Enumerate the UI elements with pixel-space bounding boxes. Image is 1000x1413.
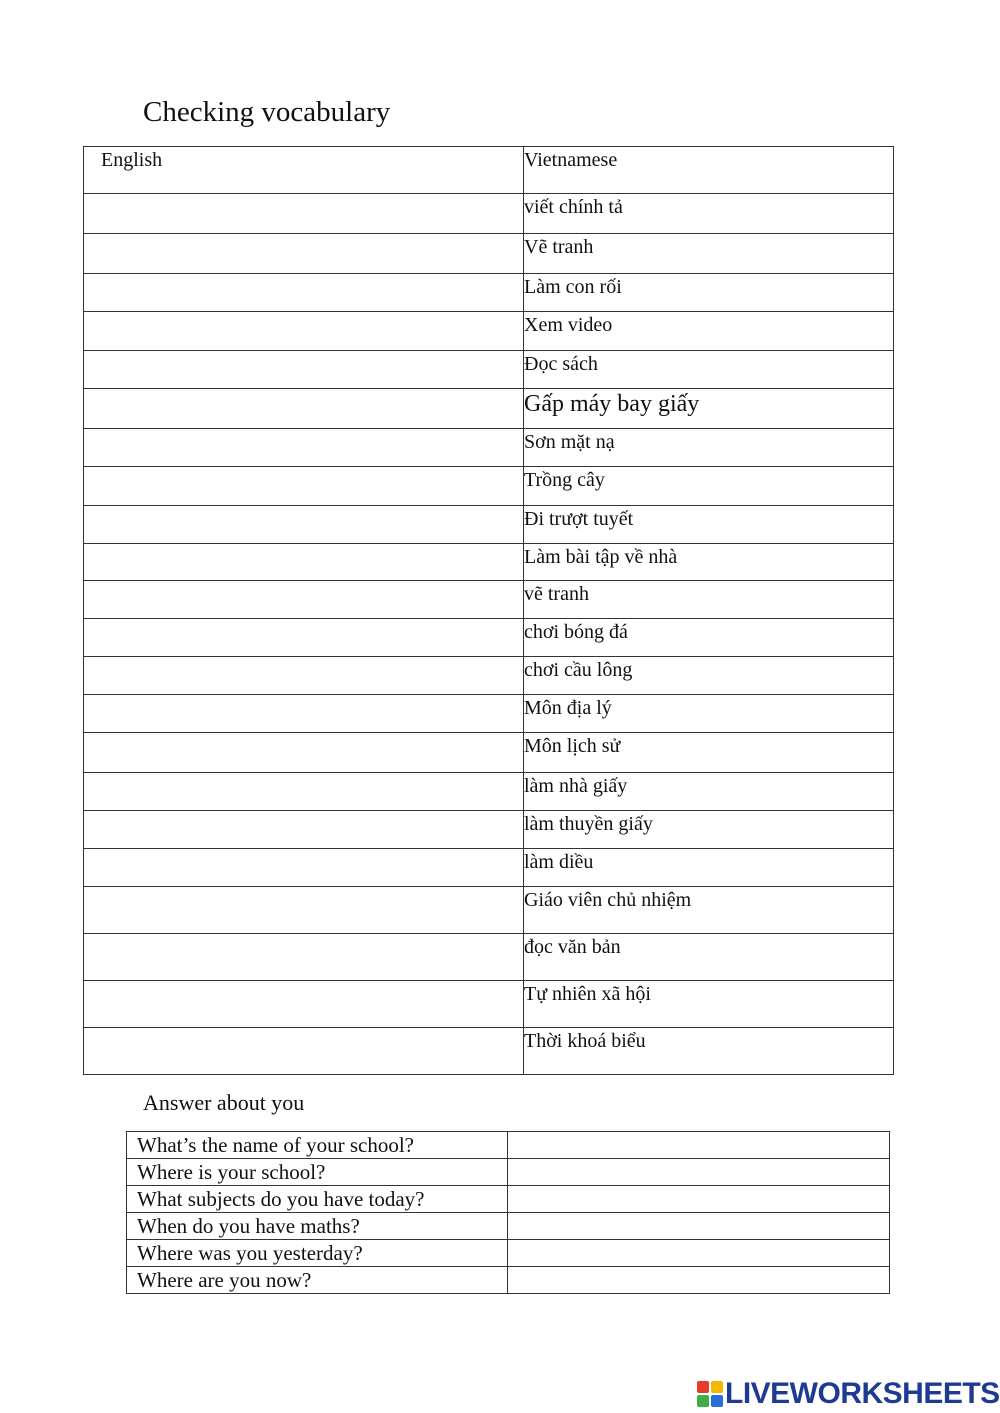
english-answer-cell[interactable]: [84, 887, 524, 934]
answer-input-cell[interactable]: [508, 1186, 890, 1213]
question-cell: Where is your school?: [127, 1159, 508, 1186]
vietnamese-word-cell: đọc văn bản: [524, 934, 894, 981]
english-answer-cell[interactable]: [84, 544, 524, 581]
english-answer-cell[interactable]: [84, 274, 524, 312]
english-answer-cell[interactable]: [84, 849, 524, 887]
table-row: [84, 429, 894, 467]
english-answer-cell[interactable]: [84, 619, 524, 657]
vietnamese-word-cell: Sơn mặt nạ: [524, 429, 894, 467]
table-row: [84, 849, 894, 887]
table-row: [84, 389, 894, 429]
table-row: [84, 887, 894, 934]
table-row: [84, 733, 894, 773]
table-row: [84, 581, 894, 619]
table-row: [84, 312, 894, 351]
answer-input-cell[interactable]: [508, 1159, 890, 1186]
english-answer-cell[interactable]: [84, 733, 524, 773]
vietnamese-word-cell: Vẽ tranh: [524, 234, 894, 274]
english-answer-cell[interactable]: [84, 467, 524, 506]
english-answer-cell[interactable]: [84, 811, 524, 849]
table-row: [84, 544, 894, 581]
table-row: [84, 657, 894, 695]
english-answer-cell[interactable]: [84, 657, 524, 695]
table-row: [84, 1028, 894, 1075]
question-cell: What subjects do you have today?: [127, 1186, 508, 1213]
english-answer-cell[interactable]: [84, 312, 524, 351]
vietnamese-word-cell: Tự nhiên xã hội: [524, 981, 894, 1028]
table-row: [84, 274, 894, 312]
vietnamese-word-cell: chơi bóng đá: [524, 619, 894, 657]
question-cell: When do you have maths?: [127, 1213, 508, 1240]
column-header-vietnamese: Vietnamese: [524, 147, 894, 194]
english-answer-cell[interactable]: [84, 429, 524, 467]
english-answer-cell[interactable]: [84, 234, 524, 274]
table-row: [84, 351, 894, 389]
answer-input-cell[interactable]: [508, 1132, 890, 1159]
table-row: [84, 234, 894, 274]
vietnamese-word-cell: Môn lịch sử: [524, 733, 894, 773]
vietnamese-word-cell: Đi trượt tuyết: [524, 506, 894, 544]
answer-table: [126, 1131, 890, 1294]
vietnamese-word-cell: Trồng cây: [524, 467, 894, 506]
vietnamese-word-cell: Xem video: [524, 312, 894, 351]
table-row: [84, 695, 894, 733]
english-answer-cell[interactable]: [84, 581, 524, 619]
vietnamese-word-cell: Thời khoá biểu: [524, 1028, 894, 1075]
english-answer-cell[interactable]: [84, 351, 524, 389]
vietnamese-word-cell: làm thuyền giấy: [524, 811, 894, 849]
answer-row: [127, 1240, 890, 1267]
english-answer-cell[interactable]: [84, 981, 524, 1028]
vietnamese-word-cell: Gấp máy bay giấy: [524, 389, 894, 429]
answer-row: [127, 1267, 890, 1294]
english-answer-cell[interactable]: [84, 1028, 524, 1075]
table-row: [84, 934, 894, 981]
answer-row: [127, 1186, 890, 1213]
answer-input-cell[interactable]: [508, 1267, 890, 1294]
logo-mark-icon: [697, 1381, 723, 1408]
table-row: [84, 619, 894, 657]
table-row: [84, 773, 894, 811]
vietnamese-word-cell: Giáo viên chủ nhiệm: [524, 887, 894, 934]
vietnamese-word-cell: Làm con rối: [524, 274, 894, 312]
liveworksheets-logo: [697, 1378, 1000, 1410]
english-answer-cell[interactable]: [84, 695, 524, 733]
answer-input-cell[interactable]: [508, 1240, 890, 1267]
table-row: [84, 506, 894, 544]
answer-input-cell[interactable]: [508, 1213, 890, 1240]
vocabulary-table: [83, 146, 894, 1075]
answer-row: [127, 1132, 890, 1159]
table-row: [84, 467, 894, 506]
column-header-english: English: [84, 147, 524, 194]
vietnamese-word-cell: Làm bài tập về nhà: [524, 544, 894, 581]
table-row: [84, 811, 894, 849]
vietnamese-word-cell: làm diều: [524, 849, 894, 887]
page-title: Checking vocabulary: [143, 96, 391, 128]
table-row: [84, 194, 894, 234]
vietnamese-word-cell: viết chính tả: [524, 194, 894, 234]
question-cell: Where are you now?: [127, 1267, 508, 1294]
vietnamese-word-cell: vẽ tranh: [524, 581, 894, 619]
table-header-row: [84, 147, 894, 194]
table-row: [84, 981, 894, 1028]
english-answer-cell[interactable]: [84, 506, 524, 544]
vietnamese-word-cell: Đọc sách: [524, 351, 894, 389]
vietnamese-word-cell: làm nhà giấy: [524, 773, 894, 811]
english-answer-cell[interactable]: [84, 389, 524, 429]
vietnamese-word-cell: chơi cầu lông: [524, 657, 894, 695]
english-answer-cell[interactable]: [84, 194, 524, 234]
english-answer-cell[interactable]: [84, 773, 524, 811]
answer-section-heading: Answer about you: [143, 1090, 305, 1115]
logo-text: LIVEWORKSHEETS: [725, 1377, 1000, 1410]
vietnamese-word-cell: Môn địa lý: [524, 695, 894, 733]
english-answer-cell[interactable]: [84, 934, 524, 981]
answer-row: [127, 1159, 890, 1186]
question-cell: Where was you yesterday?: [127, 1240, 508, 1267]
question-cell: What’s the name of your school?: [127, 1132, 508, 1159]
answer-row: [127, 1213, 890, 1240]
